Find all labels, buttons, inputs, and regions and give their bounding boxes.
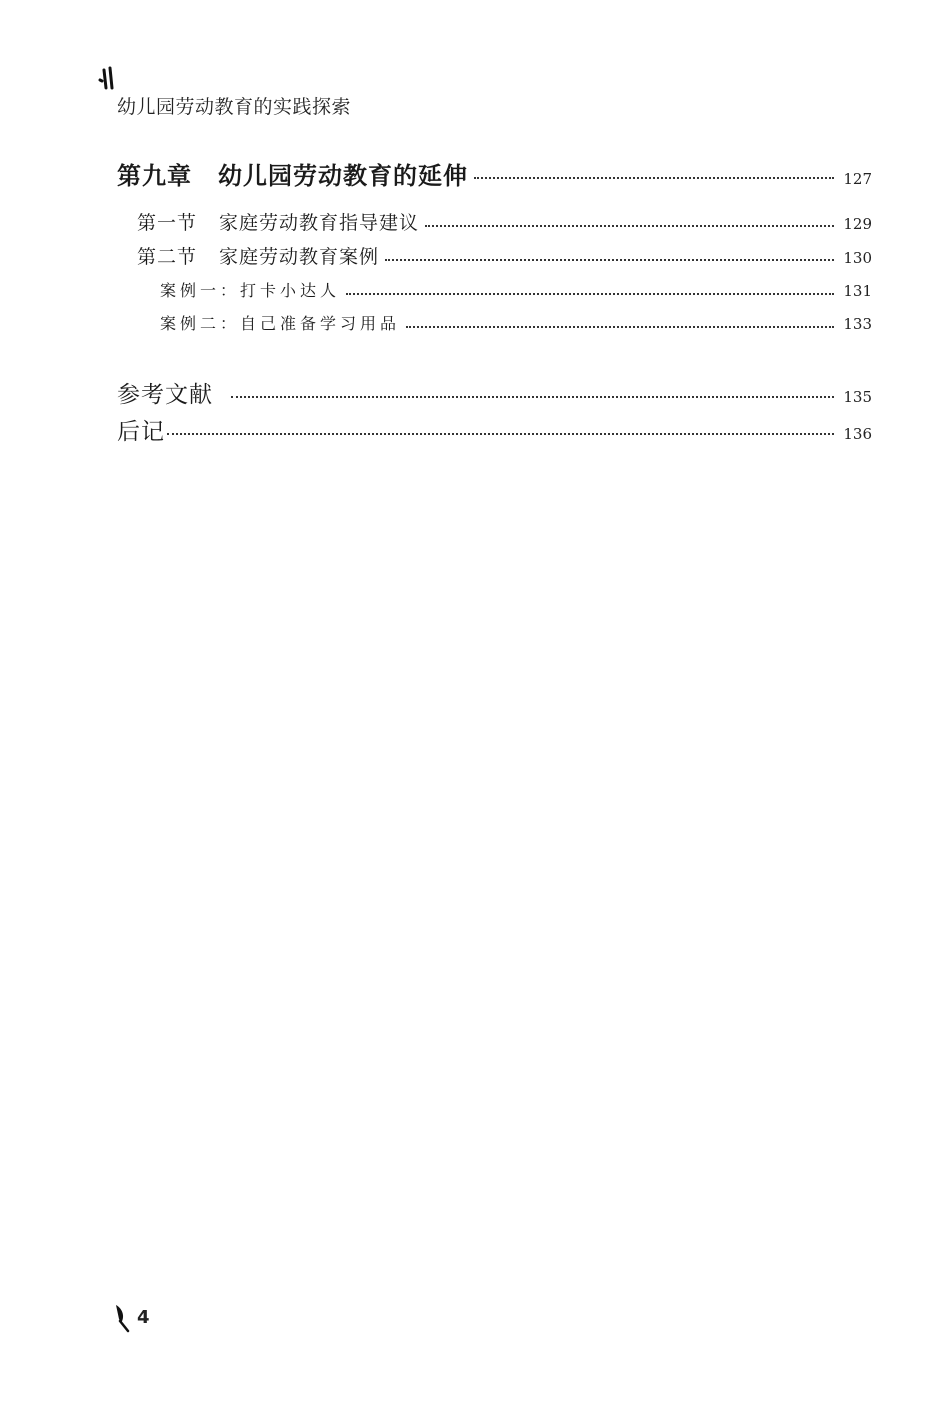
toc-section-1[interactable] [137, 208, 872, 235]
section-label: 第一节 家庭劳动教育指导建议 [137, 212, 420, 234]
header-ornament-icon [98, 66, 120, 92]
dot-leader [406, 326, 834, 328]
case-label: 案例二：自己准备学习用品 [160, 314, 401, 333]
page-number: 131 [843, 282, 872, 300]
toc-afterword[interactable] [117, 413, 872, 446]
dot-leader [346, 293, 834, 295]
page-number: 136 [843, 425, 872, 443]
section-label: 第二节 家庭劳动教育案例 [137, 246, 380, 268]
dot-leader [167, 433, 834, 435]
page-number: 133 [843, 315, 872, 333]
toc-section-2[interactable] [137, 242, 872, 269]
dot-leader [385, 259, 834, 261]
page-number: 127 [843, 170, 872, 188]
page-number: 135 [843, 388, 872, 406]
toc-chapter-9[interactable] [117, 156, 872, 191]
case-label: 案例一：打卡小达人 [160, 281, 341, 300]
chapter-label: 第九章 幼儿园劳动教育的延伸 [117, 162, 468, 190]
footer-page-number: 4 [137, 1307, 150, 1328]
toc-case-2[interactable] [160, 311, 872, 334]
page-number: 129 [843, 215, 872, 233]
page-number: 130 [843, 249, 872, 267]
dot-leader [425, 225, 834, 227]
toc-case-1[interactable] [160, 278, 872, 301]
toc-references[interactable] [117, 376, 872, 409]
feather-ornament-icon [113, 1303, 131, 1333]
references-label: 参考文献 [117, 382, 213, 408]
dot-leader [231, 396, 834, 398]
running-head: 幼儿园劳动教育的实践探索 [117, 96, 352, 118]
dot-leader [474, 177, 834, 179]
afterword-label: 后记 [117, 419, 165, 445]
